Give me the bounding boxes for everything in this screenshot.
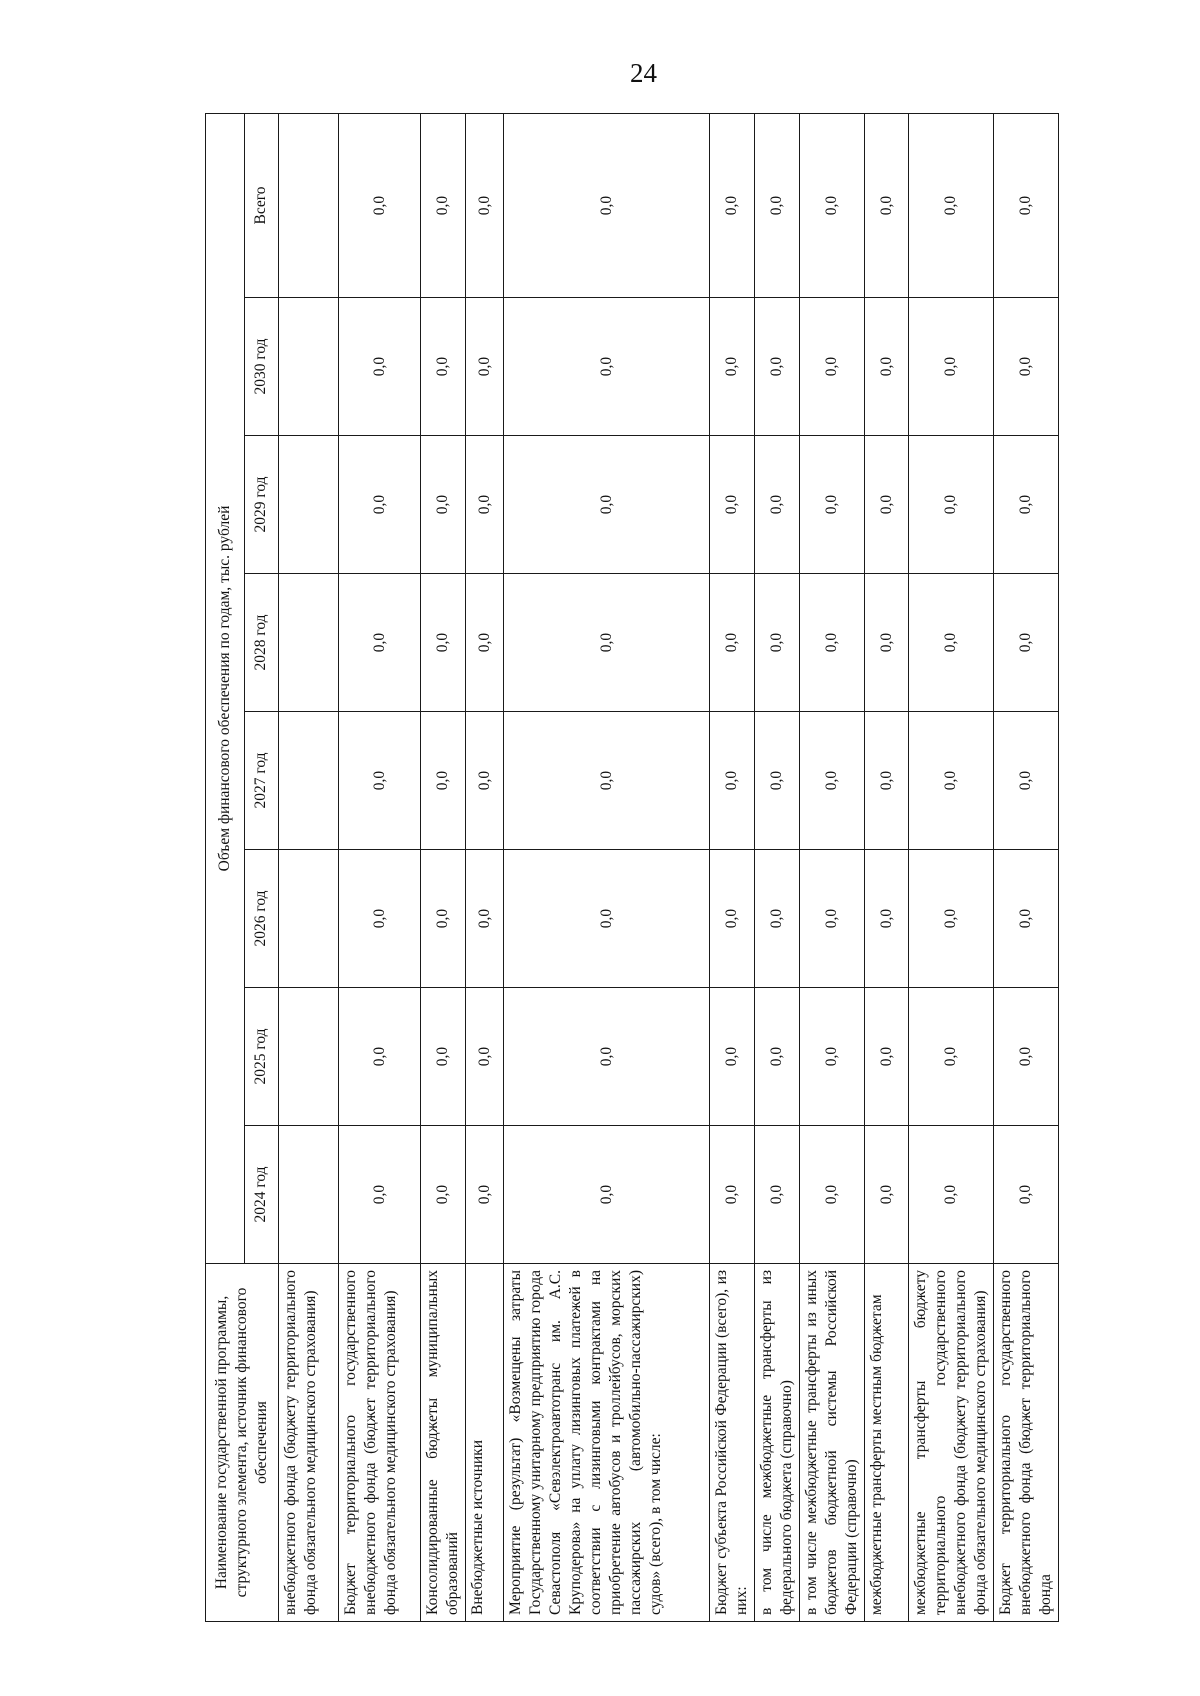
row-name-cell: Бюджет территориального государственного внебюджетного фонда (бюджет территориального фонда (994, 1264, 1059, 1622)
total-header: Всего (244, 114, 278, 298)
total-value-cell: 0,0 (710, 114, 755, 298)
year-value-cell: 0,0 (466, 574, 504, 712)
table-row (279, 114, 339, 1622)
year-value-cell: 0,0 (994, 712, 1059, 850)
year-value-cell: 0,0 (755, 850, 800, 988)
year-value-cell: 0,0 (504, 298, 710, 436)
year-value-cell: 0,0 (909, 436, 994, 574)
year-value-cell: 0,0 (865, 712, 909, 850)
year-value-cell: 0,0 (710, 436, 755, 574)
year-value-cell: 0,0 (755, 436, 800, 574)
year-value-cell: 0,0 (421, 298, 466, 436)
year-value-cell: 0,0 (466, 1126, 504, 1264)
row-name-cell: Консолидированные бюджеты муниципальных образований (421, 1264, 466, 1622)
year-header: 2030 год (244, 298, 278, 436)
total-value-cell: 0,0 (339, 114, 421, 298)
year-header: 2029 год (244, 436, 278, 574)
year-value-cell: 0,0 (421, 436, 466, 574)
row-name-cell: Бюджет субъекта Российской Федерации (всего), из них: (710, 1264, 755, 1622)
year-value-cell: 0,0 (865, 1126, 909, 1264)
year-value-cell: 0,0 (994, 1126, 1059, 1264)
year-value-cell: 0,0 (466, 436, 504, 574)
year-value-cell: 0,0 (909, 712, 994, 850)
year-header: 2028 год (244, 574, 278, 712)
year-value-cell: 0,0 (909, 988, 994, 1126)
year-value-cell: 0,0 (421, 1126, 466, 1264)
rotated-table-page (205, 114, 1200, 1615)
total-value-cell: 0,0 (800, 114, 865, 298)
year-value-cell: 0,0 (504, 850, 710, 988)
header-row-1 (206, 114, 245, 1622)
year-value-cell: 0,0 (909, 574, 994, 712)
row-name-cell: Мероприятие (результат) «Возмещены затраты Государственному унитарному предприятию города Севастополя «Севэлектроавтотранс им. А.С. Круподерова» на уплату лизинговых платежей в соответствии с лизинговыми контрактами на приобретение автобусов и троллейбусов, морских пассажирских (автомобильно-пассажирских) судов» (всего), в том числе: (504, 1264, 710, 1622)
total-value-cell: 0,0 (865, 114, 909, 298)
table-row (466, 114, 504, 1622)
year-value-cell: 0,0 (755, 712, 800, 850)
table-row (994, 114, 1059, 1622)
year-value-cell: 0,0 (339, 436, 421, 574)
year-value-cell: 0,0 (800, 436, 865, 574)
year-value-cell: 0,0 (339, 712, 421, 850)
total-value-cell: 0,0 (909, 114, 994, 298)
year-value-cell: 0,0 (800, 574, 865, 712)
year-value-cell: 0,0 (339, 850, 421, 988)
year-value-cell: 0,0 (466, 298, 504, 436)
year-value-cell: 0,0 (710, 574, 755, 712)
year-value-cell: 0,0 (865, 574, 909, 712)
table-body (279, 114, 1059, 1622)
row-name-cell: межбюджетные трансферты местным бюджетам (865, 1264, 909, 1622)
year-value-cell: 0,0 (800, 298, 865, 436)
name-column-header: Наименование государственной программы, структурного элемента, источник финансового обеспечения (206, 1264, 279, 1622)
page-number: 24 (630, 58, 657, 88)
year-value-cell: 0,0 (710, 988, 755, 1126)
year-value-cell: 0,0 (865, 988, 909, 1126)
table-row (800, 114, 865, 1622)
total-value-cell: 0,0 (994, 114, 1059, 298)
financing-table (205, 113, 1059, 1622)
year-value-cell (279, 712, 339, 850)
table-row (909, 114, 994, 1622)
year-value-cell: 0,0 (466, 850, 504, 988)
year-value-cell: 0,0 (994, 574, 1059, 712)
year-header: 2025 год (244, 988, 278, 1126)
row-name-cell: Бюджет территориального государственного внебюджетного фонда (бюджет территориального фонда обязательного медицинского страхования) (339, 1264, 421, 1622)
year-value-cell: 0,0 (710, 850, 755, 988)
year-value-cell: 0,0 (994, 988, 1059, 1126)
table-row (865, 114, 909, 1622)
year-value-cell: 0,0 (755, 574, 800, 712)
year-value-cell (279, 988, 339, 1126)
total-value-cell: 0,0 (504, 114, 710, 298)
row-name-cell: межбюджетные трансферты бюджету территориального государственного внебюджетного фонда (бюджету территориального фонда обязательного медицинского страхования) (909, 1264, 994, 1622)
year-value-cell: 0,0 (339, 298, 421, 436)
year-value-cell: 0,0 (994, 850, 1059, 988)
year-value-cell (279, 850, 339, 988)
year-value-cell: 0,0 (800, 850, 865, 988)
row-name-cell: внебюджетного фонда (бюджету территориального фонда обязательного медицинского страхования) (279, 1264, 339, 1622)
total-value-cell (279, 114, 339, 298)
year-value-cell: 0,0 (800, 988, 865, 1126)
volume-header: Объем финансового обеспечения по годам, тыс. рублей (206, 114, 245, 1264)
total-value-cell: 0,0 (466, 114, 504, 298)
year-value-cell: 0,0 (421, 712, 466, 850)
year-value-cell (279, 574, 339, 712)
year-value-cell: 0,0 (466, 988, 504, 1126)
year-value-cell: 0,0 (504, 574, 710, 712)
year-value-cell: 0,0 (710, 298, 755, 436)
table-row (710, 114, 755, 1622)
year-value-cell: 0,0 (504, 712, 710, 850)
year-value-cell (279, 298, 339, 436)
year-value-cell (279, 436, 339, 574)
rotated-table-container (205, 114, 1107, 1622)
year-value-cell: 0,0 (909, 298, 994, 436)
year-value-cell: 0,0 (710, 1126, 755, 1264)
row-name-cell: Внебюджетные источники (466, 1264, 504, 1622)
year-value-cell: 0,0 (800, 712, 865, 850)
row-name-cell: в том числе межбюджетные трансферты из иных бюджетов бюджетной системы Российской Федерации (справочно) (800, 1264, 865, 1622)
table-row (755, 114, 800, 1622)
year-value-cell: 0,0 (504, 988, 710, 1126)
row-name-cell: в том числе межбюджетные трансферты из федерального бюджета (справочно) (755, 1264, 800, 1622)
year-header: 2027 год (244, 712, 278, 850)
year-value-cell: 0,0 (421, 850, 466, 988)
year-value-cell: 0,0 (339, 574, 421, 712)
table-row (339, 114, 421, 1622)
table-row (504, 114, 710, 1622)
table-row (421, 114, 466, 1622)
total-value-cell: 0,0 (421, 114, 466, 298)
year-header: 2024 год (244, 1126, 278, 1264)
year-value-cell: 0,0 (755, 1126, 800, 1264)
year-value-cell (279, 1126, 339, 1264)
year-value-cell: 0,0 (755, 298, 800, 436)
year-value-cell: 0,0 (800, 1126, 865, 1264)
year-value-cell: 0,0 (865, 436, 909, 574)
year-value-cell: 0,0 (504, 436, 710, 574)
year-value-cell: 0,0 (865, 850, 909, 988)
year-value-cell: 0,0 (504, 1126, 710, 1264)
year-value-cell: 0,0 (994, 436, 1059, 574)
year-value-cell: 0,0 (339, 988, 421, 1126)
total-value-cell: 0,0 (755, 114, 800, 298)
year-value-cell: 0,0 (421, 574, 466, 712)
year-value-cell: 0,0 (755, 988, 800, 1126)
year-value-cell: 0,0 (710, 712, 755, 850)
year-value-cell: 0,0 (339, 1126, 421, 1264)
year-header: 2026 год (244, 850, 278, 988)
year-value-cell: 0,0 (909, 1126, 994, 1264)
year-value-cell: 0,0 (994, 298, 1059, 436)
year-value-cell: 0,0 (421, 988, 466, 1126)
year-value-cell: 0,0 (865, 298, 909, 436)
year-value-cell: 0,0 (466, 712, 504, 850)
year-value-cell: 0,0 (909, 850, 994, 988)
